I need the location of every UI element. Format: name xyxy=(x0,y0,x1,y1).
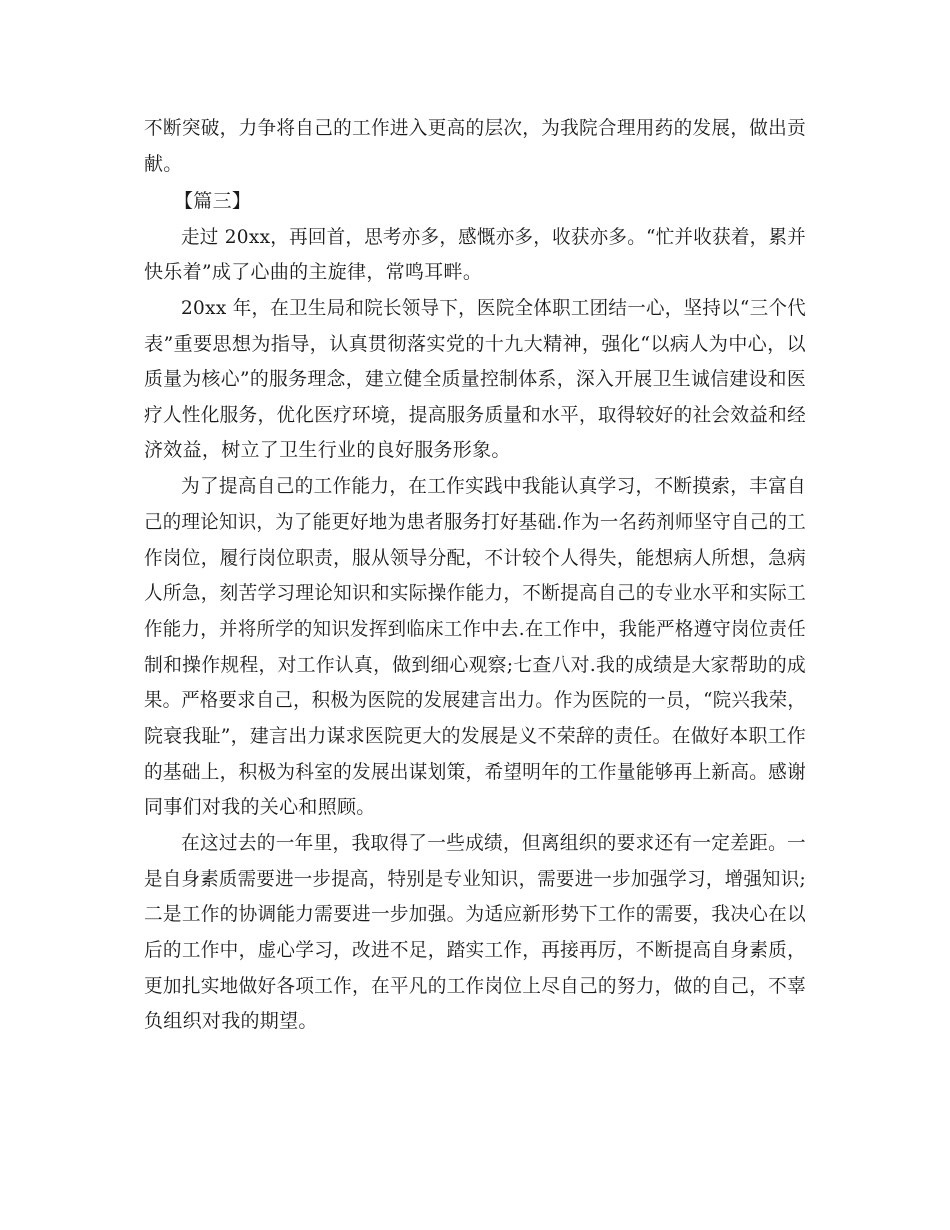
text-line: 快乐着”成了心曲的主旋律，常鸣耳畔。 xyxy=(144,261,483,283)
text-line: 献。 xyxy=(144,153,183,175)
text-line: 后的工作中，虚心学习，改进不足，踏实工作，再接再厉，不断提高自身素质， xyxy=(144,939,807,961)
text-line: 制和操作规程，对工作认真，做到细心观察;七查八对.我的成绩是大家帮助的成 xyxy=(144,654,807,676)
text-line: 果。严格要求自己，积极为医院的发展建言出力。作为医院的一员，“院兴我荣， xyxy=(144,689,807,711)
text-line: 表”重要思想为指导，认真贯彻落实党的十九大精神，强化“以病人为中心，以 xyxy=(144,333,806,355)
text-line: 疗人性化服务，优化医疗环境，提高服务质量和水平，取得较好的社会效益和经 xyxy=(144,404,807,426)
text-line: 二是工作的协调能力需要进一步加强。为适应新形势下工作的需要，我决心在以 xyxy=(144,903,807,925)
text-line: 院衰我耻”，建言出力谋求医院更大的发展是义不荣辞的责任。在做好本职工作 xyxy=(144,725,807,747)
text-line: 走过 20xx，再回首，思考亦多，感慨亦多，收获亦多。“忙并收获着，累并 xyxy=(181,226,807,248)
text-line: 是自身素质需要进一步提高，特别是专业知识，需要进一步加强学习，增强知识; xyxy=(144,868,807,890)
text-line: 济效益，树立了卫生行业的良好服务形象。 xyxy=(144,439,511,461)
section-heading: 【篇三】 xyxy=(174,190,252,212)
text-line: 在这过去的一年里，我取得了一些成绩，但离组织的要求还有一定差距。一 xyxy=(181,832,806,854)
text-line: 质量为核心”的服务理念，建立健全质量控制体系，深入开展卫生诚信建设和医 xyxy=(144,368,807,390)
text-line: 更加扎实地做好各项工作，在平凡的工作岗位上尽自己的努力，做的自己，不辜 xyxy=(144,975,807,997)
text-line: 作能力，并将所学的知识发挥到临床工作中去.在工作中，我能严格遵守岗位责任 xyxy=(144,618,807,640)
text-line: 20xx 年，在卫生局和院长领导下，医院全体职工团结一心，坚持以“三个代 xyxy=(181,297,807,319)
text-line: 己的理论知识，为了能更好地为患者服务打好基础.作为一名药剂师坚守自己的工 xyxy=(144,511,807,533)
text-line: 同事们对我的关心和照顾。 xyxy=(144,796,376,818)
text-line: 人所急，刻苦学习理论知识和实际操作能力，不断提高自己的专业水平和实际工 xyxy=(144,582,807,604)
text-line: 负组织对我的期望。 xyxy=(144,1010,318,1032)
text-line: 不断突破，力争将自己的工作进入更高的层次，为我院合理用药的发展，做出贡 xyxy=(144,117,807,139)
text-line: 为了提高自己的工作能力，在工作实践中我能认真学习，不断摸索，丰富自 xyxy=(181,475,806,497)
text-line: 的基础上，积极为科室的发展出谋划策，希望明年的工作量能够再上新高。感谢 xyxy=(144,761,807,783)
text-line: 作岗位，履行岗位职责，服从领导分配，不计较个人得失，能想病人所想，急病 xyxy=(144,547,807,569)
